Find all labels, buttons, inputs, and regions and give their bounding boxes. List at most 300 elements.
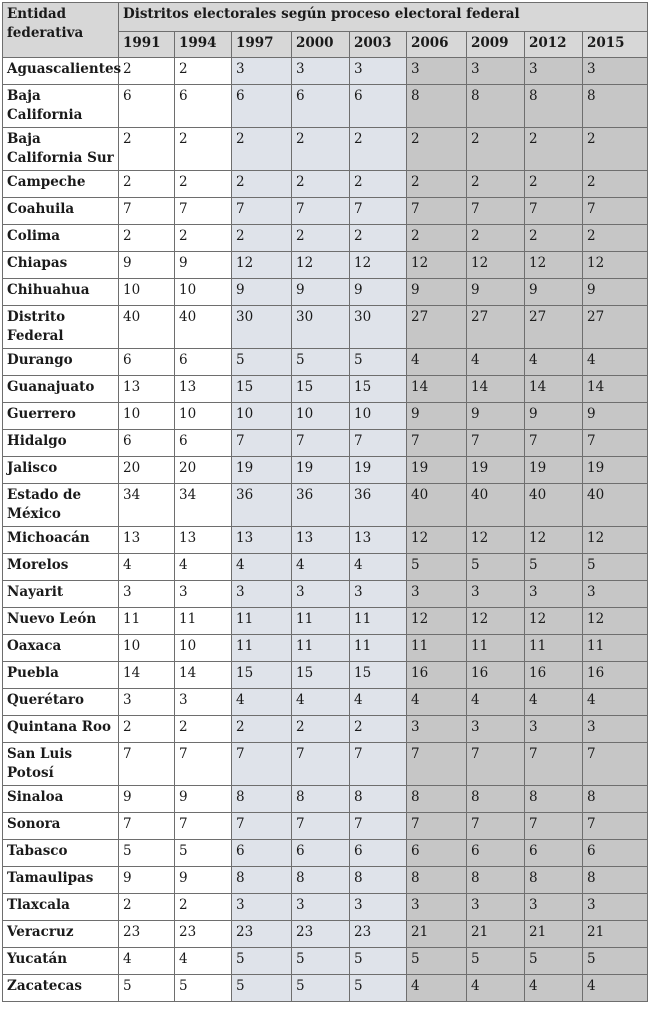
district-count-cell: 5 xyxy=(525,554,583,581)
district-count-cell: 6 xyxy=(292,85,350,128)
year-header: 2012 xyxy=(525,32,583,58)
district-count-cell: 7 xyxy=(350,743,407,786)
district-count-cell: 11 xyxy=(292,608,350,635)
district-count-cell: 13 xyxy=(292,527,350,554)
district-count-cell: 3 xyxy=(583,894,648,921)
district-count-cell: 3 xyxy=(350,58,407,85)
year-header: 1991 xyxy=(119,32,175,58)
district-count-cell: 4 xyxy=(467,975,525,1002)
district-count-cell: 2 xyxy=(119,225,175,252)
district-count-cell: 6 xyxy=(350,840,407,867)
district-count-cell: 2 xyxy=(350,225,407,252)
district-count-cell: 11 xyxy=(467,635,525,662)
district-count-cell: 5 xyxy=(292,349,350,376)
district-count-cell: 19 xyxy=(292,457,350,484)
district-count-cell: 40 xyxy=(175,306,232,349)
district-count-cell: 5 xyxy=(119,975,175,1002)
district-count-cell: 2 xyxy=(407,128,467,171)
district-count-cell: 2 xyxy=(119,716,175,743)
district-count-cell: 12 xyxy=(525,608,583,635)
district-count-cell: 12 xyxy=(467,608,525,635)
district-count-cell: 8 xyxy=(407,85,467,128)
district-count-cell: 16 xyxy=(525,662,583,689)
district-count-cell: 7 xyxy=(175,743,232,786)
district-count-cell: 2 xyxy=(175,128,232,171)
district-count-cell: 40 xyxy=(119,306,175,349)
district-count-cell: 40 xyxy=(407,484,467,527)
district-count-cell: 3 xyxy=(407,58,467,85)
table-body xyxy=(3,58,648,1002)
district-count-cell: 3 xyxy=(525,894,583,921)
district-count-cell: 8 xyxy=(407,786,467,813)
state-name-cell: Chiapas xyxy=(3,252,119,279)
district-count-cell: 6 xyxy=(119,349,175,376)
state-name-cell: Tlaxcala xyxy=(3,894,119,921)
district-count-cell: 23 xyxy=(119,921,175,948)
district-count-cell: 7 xyxy=(232,198,292,225)
district-count-cell: 11 xyxy=(525,635,583,662)
district-count-cell: 16 xyxy=(467,662,525,689)
district-count-cell: 9 xyxy=(525,403,583,430)
district-count-cell: 19 xyxy=(232,457,292,484)
district-count-cell: 5 xyxy=(175,840,232,867)
district-count-cell: 12 xyxy=(525,252,583,279)
state-name-cell: Colima xyxy=(3,225,119,252)
year-header: 2003 xyxy=(350,32,407,58)
district-count-cell: 12 xyxy=(407,252,467,279)
table-row xyxy=(3,252,648,279)
district-count-cell: 4 xyxy=(407,975,467,1002)
district-count-cell: 10 xyxy=(119,403,175,430)
district-count-cell: 7 xyxy=(119,198,175,225)
district-count-cell: 6 xyxy=(467,840,525,867)
district-count-cell: 3 xyxy=(407,581,467,608)
district-count-cell: 3 xyxy=(292,581,350,608)
district-count-cell: 11 xyxy=(583,635,648,662)
district-count-cell: 5 xyxy=(583,554,648,581)
district-count-cell: 8 xyxy=(525,786,583,813)
district-count-cell: 34 xyxy=(119,484,175,527)
table-row xyxy=(3,527,648,554)
district-count-cell: 2 xyxy=(232,128,292,171)
table-row xyxy=(3,349,648,376)
state-name-cell: San Luis Potosí xyxy=(3,743,119,786)
district-count-cell: 2 xyxy=(175,894,232,921)
district-count-cell: 15 xyxy=(350,376,407,403)
district-count-cell: 2 xyxy=(119,171,175,198)
district-count-cell: 5 xyxy=(292,948,350,975)
district-count-cell: 11 xyxy=(292,635,350,662)
district-count-cell: 5 xyxy=(292,975,350,1002)
table-row xyxy=(3,662,648,689)
district-count-cell: 7 xyxy=(467,430,525,457)
district-count-cell: 3 xyxy=(583,58,648,85)
district-count-cell: 8 xyxy=(232,867,292,894)
table-row xyxy=(3,635,648,662)
district-count-cell: 9 xyxy=(350,279,407,306)
table-row xyxy=(3,171,648,198)
district-count-cell: 5 xyxy=(232,948,292,975)
district-count-cell: 4 xyxy=(175,554,232,581)
district-count-cell: 2 xyxy=(119,894,175,921)
district-count-cell: 13 xyxy=(119,376,175,403)
district-count-cell: 11 xyxy=(232,608,292,635)
district-count-cell: 10 xyxy=(175,403,232,430)
table-row xyxy=(3,457,648,484)
district-count-cell: 3 xyxy=(232,894,292,921)
district-count-cell: 19 xyxy=(407,457,467,484)
state-name-cell: Hidalgo xyxy=(3,430,119,457)
state-name-cell: Estado de México xyxy=(3,484,119,527)
district-count-cell: 2 xyxy=(232,171,292,198)
entity-column-header: Entidad federativa xyxy=(3,3,119,58)
district-count-cell: 4 xyxy=(232,689,292,716)
district-count-cell: 12 xyxy=(407,527,467,554)
state-name-cell: Chihuahua xyxy=(3,279,119,306)
district-count-cell: 6 xyxy=(175,85,232,128)
district-count-cell: 8 xyxy=(232,786,292,813)
district-count-cell: 23 xyxy=(175,921,232,948)
district-count-cell: 2 xyxy=(175,58,232,85)
district-count-cell: 7 xyxy=(467,813,525,840)
district-count-cell: 2 xyxy=(350,171,407,198)
district-count-cell: 30 xyxy=(232,306,292,349)
district-count-cell: 3 xyxy=(350,581,407,608)
district-count-cell: 19 xyxy=(525,457,583,484)
state-name-cell: Querétaro xyxy=(3,689,119,716)
district-count-cell: 5 xyxy=(350,349,407,376)
year-header: 2009 xyxy=(467,32,525,58)
district-count-cell: 3 xyxy=(175,689,232,716)
district-count-cell: 9 xyxy=(583,279,648,306)
district-count-cell: 2 xyxy=(292,171,350,198)
district-count-cell: 12 xyxy=(525,527,583,554)
district-count-cell: 3 xyxy=(292,894,350,921)
district-count-cell: 5 xyxy=(525,948,583,975)
district-count-cell: 5 xyxy=(583,948,648,975)
district-count-cell: 19 xyxy=(583,457,648,484)
district-count-cell: 8 xyxy=(583,786,648,813)
district-count-cell: 36 xyxy=(350,484,407,527)
district-count-cell: 5 xyxy=(407,948,467,975)
district-count-cell: 7 xyxy=(407,198,467,225)
district-count-cell: 7 xyxy=(292,430,350,457)
district-count-cell: 9 xyxy=(292,279,350,306)
district-count-cell: 21 xyxy=(525,921,583,948)
state-name-cell: Aguascalientes xyxy=(3,58,119,85)
district-count-cell: 9 xyxy=(467,279,525,306)
district-count-cell: 14 xyxy=(175,662,232,689)
district-count-cell: 4 xyxy=(407,689,467,716)
district-count-cell: 13 xyxy=(175,376,232,403)
district-count-cell: 15 xyxy=(232,662,292,689)
district-count-cell: 27 xyxy=(467,306,525,349)
table-row xyxy=(3,306,648,349)
table-row xyxy=(3,975,648,1002)
district-count-cell: 2 xyxy=(175,225,232,252)
table-row xyxy=(3,279,648,306)
district-count-cell: 3 xyxy=(232,581,292,608)
district-count-cell: 12 xyxy=(407,608,467,635)
table-row xyxy=(3,403,648,430)
district-count-cell: 6 xyxy=(119,85,175,128)
district-count-cell: 2 xyxy=(467,128,525,171)
district-count-cell: 4 xyxy=(583,975,648,1002)
district-count-cell: 2 xyxy=(175,171,232,198)
district-count-cell: 30 xyxy=(292,306,350,349)
district-count-cell: 2 xyxy=(175,716,232,743)
district-count-cell: 10 xyxy=(175,279,232,306)
table-row xyxy=(3,58,648,85)
district-count-cell: 7 xyxy=(583,430,648,457)
district-count-cell: 7 xyxy=(583,813,648,840)
table-row xyxy=(3,608,648,635)
district-count-cell: 14 xyxy=(525,376,583,403)
state-name-cell: Baja California xyxy=(3,85,119,128)
district-count-cell: 40 xyxy=(467,484,525,527)
district-count-cell: 13 xyxy=(350,527,407,554)
district-count-cell: 13 xyxy=(232,527,292,554)
state-name-cell: Nayarit xyxy=(3,581,119,608)
district-count-cell: 8 xyxy=(292,867,350,894)
district-count-cell: 12 xyxy=(467,252,525,279)
district-count-cell: 2 xyxy=(350,716,407,743)
district-count-cell: 6 xyxy=(175,430,232,457)
district-count-cell: 3 xyxy=(467,58,525,85)
table-row xyxy=(3,894,648,921)
state-name-cell: Coahuila xyxy=(3,198,119,225)
district-count-cell: 13 xyxy=(175,527,232,554)
state-name-cell: Campeche xyxy=(3,171,119,198)
district-count-cell: 15 xyxy=(350,662,407,689)
year-header: 2015 xyxy=(583,32,648,58)
district-count-cell: 10 xyxy=(175,635,232,662)
district-count-cell: 7 xyxy=(119,743,175,786)
district-count-cell: 2 xyxy=(119,128,175,171)
district-count-cell: 4 xyxy=(407,349,467,376)
district-count-cell: 9 xyxy=(467,403,525,430)
district-count-cell: 6 xyxy=(350,85,407,128)
district-count-cell: 7 xyxy=(350,198,407,225)
district-count-cell: 10 xyxy=(232,403,292,430)
district-count-cell: 11 xyxy=(350,608,407,635)
district-count-cell: 3 xyxy=(350,894,407,921)
table-row xyxy=(3,743,648,786)
district-count-cell: 8 xyxy=(407,867,467,894)
district-count-cell: 3 xyxy=(232,58,292,85)
state-name-cell: Tabasco xyxy=(3,840,119,867)
district-count-cell: 2 xyxy=(407,171,467,198)
district-count-cell: 8 xyxy=(350,867,407,894)
state-name-cell: Nuevo León xyxy=(3,608,119,635)
table-row xyxy=(3,689,648,716)
districts-table xyxy=(2,2,648,1002)
district-count-cell: 4 xyxy=(467,349,525,376)
table-row xyxy=(3,128,648,171)
district-count-cell: 2 xyxy=(583,128,648,171)
district-count-cell: 4 xyxy=(350,689,407,716)
district-count-cell: 3 xyxy=(467,894,525,921)
district-count-cell: 6 xyxy=(232,85,292,128)
district-count-cell: 9 xyxy=(525,279,583,306)
district-count-cell: 9 xyxy=(232,279,292,306)
district-count-cell: 5 xyxy=(175,975,232,1002)
district-count-cell: 19 xyxy=(467,457,525,484)
table-row xyxy=(3,716,648,743)
district-count-cell: 2 xyxy=(583,171,648,198)
district-count-cell: 6 xyxy=(407,840,467,867)
district-count-cell: 9 xyxy=(407,279,467,306)
table-row xyxy=(3,786,648,813)
district-count-cell: 12 xyxy=(467,527,525,554)
district-count-cell: 9 xyxy=(119,867,175,894)
table-row xyxy=(3,581,648,608)
district-count-cell: 5 xyxy=(119,840,175,867)
district-count-cell: 6 xyxy=(119,430,175,457)
district-count-cell: 5 xyxy=(407,554,467,581)
district-count-cell: 8 xyxy=(525,85,583,128)
table-row xyxy=(3,198,648,225)
district-count-cell: 5 xyxy=(467,554,525,581)
district-count-cell: 20 xyxy=(119,457,175,484)
district-count-cell: 19 xyxy=(350,457,407,484)
table-row xyxy=(3,840,648,867)
district-count-cell: 2 xyxy=(407,225,467,252)
district-count-cell: 7 xyxy=(232,743,292,786)
district-count-cell: 7 xyxy=(583,198,648,225)
district-count-cell: 9 xyxy=(175,867,232,894)
district-count-cell: 13 xyxy=(119,527,175,554)
year-header: 2000 xyxy=(292,32,350,58)
district-count-cell: 7 xyxy=(467,743,525,786)
district-count-cell: 5 xyxy=(232,975,292,1002)
district-count-cell: 2 xyxy=(232,716,292,743)
district-count-cell: 7 xyxy=(232,813,292,840)
district-count-cell: 6 xyxy=(583,840,648,867)
state-name-cell: Oaxaca xyxy=(3,635,119,662)
district-count-cell: 15 xyxy=(292,376,350,403)
district-count-cell: 3 xyxy=(467,581,525,608)
district-count-cell: 7 xyxy=(525,198,583,225)
state-name-cell: Distrito Federal xyxy=(3,306,119,349)
district-count-cell: 11 xyxy=(175,608,232,635)
district-count-cell: 7 xyxy=(292,198,350,225)
district-count-cell: 21 xyxy=(467,921,525,948)
district-count-cell: 40 xyxy=(583,484,648,527)
district-count-cell: 3 xyxy=(407,716,467,743)
district-count-cell: 2 xyxy=(525,171,583,198)
district-count-cell: 20 xyxy=(175,457,232,484)
district-count-cell: 4 xyxy=(583,349,648,376)
district-count-cell: 2 xyxy=(232,225,292,252)
district-count-cell: 8 xyxy=(583,867,648,894)
district-count-cell: 3 xyxy=(525,58,583,85)
district-count-cell: 4 xyxy=(350,554,407,581)
state-name-cell: Durango xyxy=(3,349,119,376)
state-name-cell: Sinaloa xyxy=(3,786,119,813)
state-name-cell: Zacatecas xyxy=(3,975,119,1002)
state-name-cell: Morelos xyxy=(3,554,119,581)
district-count-cell: 6 xyxy=(292,840,350,867)
district-count-cell: 27 xyxy=(583,306,648,349)
year-header: 2006 xyxy=(407,32,467,58)
district-count-cell: 11 xyxy=(350,635,407,662)
district-count-cell: 36 xyxy=(232,484,292,527)
district-count-cell: 9 xyxy=(407,403,467,430)
district-count-cell: 4 xyxy=(119,948,175,975)
district-count-cell: 7 xyxy=(350,430,407,457)
district-count-cell: 2 xyxy=(467,225,525,252)
district-count-cell: 2 xyxy=(525,128,583,171)
district-count-cell: 4 xyxy=(292,554,350,581)
district-count-cell: 12 xyxy=(292,252,350,279)
district-count-cell: 27 xyxy=(525,306,583,349)
district-count-cell: 3 xyxy=(292,58,350,85)
district-count-cell: 4 xyxy=(175,948,232,975)
district-count-cell: 2 xyxy=(292,128,350,171)
district-count-cell: 40 xyxy=(525,484,583,527)
district-count-cell: 3 xyxy=(583,716,648,743)
year-header: 1994 xyxy=(175,32,232,58)
district-count-cell: 2 xyxy=(292,225,350,252)
district-count-cell: 12 xyxy=(583,252,648,279)
district-count-cell: 3 xyxy=(119,581,175,608)
district-count-cell: 4 xyxy=(467,689,525,716)
district-count-cell: 23 xyxy=(292,921,350,948)
district-count-cell: 14 xyxy=(467,376,525,403)
district-count-cell: 9 xyxy=(119,786,175,813)
district-count-cell: 7 xyxy=(119,813,175,840)
district-count-cell: 2 xyxy=(119,58,175,85)
district-count-cell: 4 xyxy=(525,689,583,716)
district-count-cell: 14 xyxy=(583,376,648,403)
district-count-cell: 8 xyxy=(292,786,350,813)
district-count-cell: 7 xyxy=(467,198,525,225)
district-count-cell: 10 xyxy=(119,279,175,306)
district-count-cell: 8 xyxy=(467,786,525,813)
district-count-cell: 4 xyxy=(525,975,583,1002)
district-count-cell: 27 xyxy=(407,306,467,349)
district-count-cell: 2 xyxy=(292,716,350,743)
district-count-cell: 2 xyxy=(525,225,583,252)
table-row xyxy=(3,225,648,252)
year-header: 1997 xyxy=(232,32,292,58)
district-count-cell: 8 xyxy=(350,786,407,813)
district-count-cell: 3 xyxy=(525,581,583,608)
district-count-cell: 21 xyxy=(583,921,648,948)
table-row xyxy=(3,554,648,581)
district-count-cell: 3 xyxy=(583,581,648,608)
district-count-cell: 11 xyxy=(119,608,175,635)
state-name-cell: Tamaulipas xyxy=(3,867,119,894)
table-row xyxy=(3,376,648,403)
district-count-cell: 2 xyxy=(583,225,648,252)
district-count-cell: 2 xyxy=(467,171,525,198)
district-count-cell: 9 xyxy=(119,252,175,279)
district-count-cell: 2 xyxy=(350,128,407,171)
district-count-cell: 7 xyxy=(407,743,467,786)
district-count-cell: 14 xyxy=(119,662,175,689)
district-count-cell: 3 xyxy=(525,716,583,743)
state-name-cell: Yucatán xyxy=(3,948,119,975)
state-name-cell: Michoacán xyxy=(3,527,119,554)
district-count-cell: 7 xyxy=(525,743,583,786)
district-count-cell: 9 xyxy=(175,786,232,813)
district-count-cell: 9 xyxy=(175,252,232,279)
state-name-cell: Baja California Sur xyxy=(3,128,119,171)
district-count-cell: 8 xyxy=(525,867,583,894)
state-name-cell: Sonora xyxy=(3,813,119,840)
